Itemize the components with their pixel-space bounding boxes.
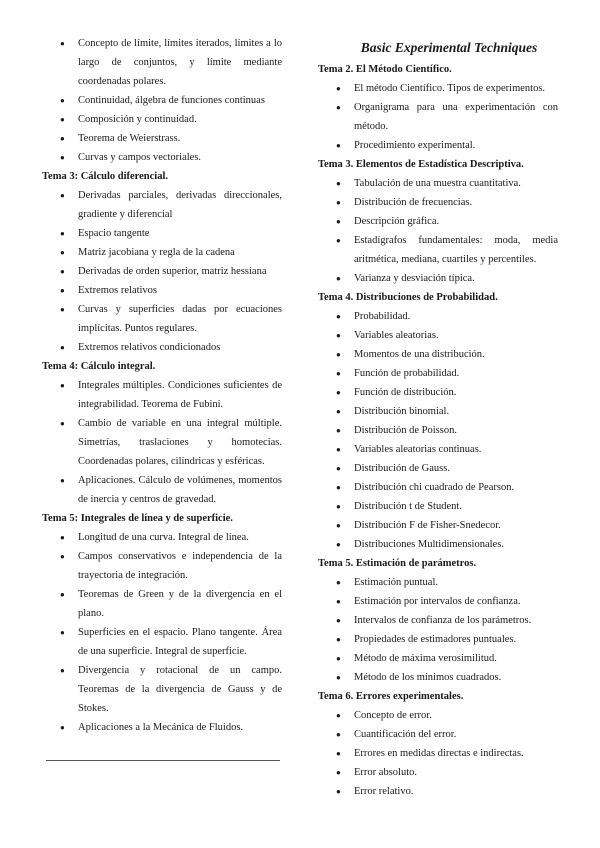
list-item-text: El método Científico. Tipos de experimentos.	[354, 83, 546, 94]
list-item-text: Propiedades de estimadores puntuales.	[354, 634, 517, 645]
list-item	[42, 262, 282, 281]
bullet-icon: ●	[336, 445, 341, 454]
bullet-icon: ●	[336, 84, 341, 93]
list-item-text: Distribución F de Fisher-Snedecor.	[354, 520, 501, 531]
list-item	[42, 243, 282, 262]
list-item-text: Derivadas de orden superior, matriz hessiana	[78, 266, 267, 277]
list-item	[42, 528, 282, 547]
bullet-icon: ●	[60, 134, 65, 143]
bullet-icon: ●	[60, 115, 65, 124]
list-item-text: Divergencia y rotacional de un campo. Teoremas de la divergencia de Gauss y de Stokes.	[78, 665, 282, 714]
list-item-text: Función de distribución.	[354, 387, 457, 398]
bullet-icon: ●	[336, 426, 341, 435]
list-item	[42, 661, 282, 718]
bullet-icon: ●	[336, 578, 341, 587]
bullet-icon: ●	[60, 286, 65, 295]
bullet-icon: ●	[336, 654, 341, 663]
list-item	[318, 98, 558, 136]
bullet-icon: ●	[60, 476, 65, 485]
list-item-text: Tabulación de una muestra cuantitativa.	[354, 178, 521, 189]
list-item	[42, 186, 282, 224]
list-item-text: Longitud de una curva. Integral de línea.	[78, 532, 249, 543]
list-item-text: Momentos de una distribución.	[354, 349, 485, 360]
list-item-text: Espacio tangente	[78, 228, 150, 239]
list-item-text: Error relativo.	[354, 786, 414, 797]
bullet-icon: ●	[60, 39, 65, 48]
list-item	[42, 718, 282, 737]
list-item	[318, 744, 558, 763]
section-title-tema4-probabilidad: Tema 4. Distribuciones de Probabilidad.	[318, 292, 498, 303]
tema5-list	[42, 528, 282, 737]
list-item-text: Organigrama para una experimentación con método.	[354, 102, 558, 132]
list-item	[318, 231, 558, 269]
bullet-icon: ●	[60, 96, 65, 105]
list-item	[42, 471, 282, 509]
list-item	[318, 516, 558, 535]
tema3-list	[42, 186, 282, 357]
bullet-icon: ●	[336, 369, 341, 378]
list-item	[318, 345, 558, 364]
bullet-icon: ●	[60, 153, 65, 162]
list-item-text: Superficies en el espacio. Plano tangente. Área de una superficie. Integral de superficie.	[78, 627, 282, 657]
list-item-text: Derivadas parciales, derivadas direccionales, gradiente y diferencial	[78, 190, 282, 220]
bullet-icon: ●	[60, 191, 65, 200]
list-item	[318, 592, 558, 611]
list-item-text: Concepto de límite, límites iterados, límites a lo largo de conjuntos, y límite mediante coordenadas polares.	[78, 38, 282, 87]
bullet-icon: ●	[336, 787, 341, 796]
bullet-icon: ●	[60, 552, 65, 561]
r-tema5-list	[318, 573, 558, 687]
list-item	[318, 326, 558, 345]
section-title-tema3-estadistica: Tema 3. Elementos de Estadística Descriptiva.	[318, 159, 524, 170]
list-item	[318, 573, 558, 592]
left-column	[42, 34, 282, 737]
section-title-tema6-errores: Tema 6. Errores experimentales.	[318, 691, 464, 702]
list-item	[42, 414, 282, 471]
list-item-text: Estimación puntual.	[354, 577, 438, 588]
list-item-text: Estadígrafos fundamentales: moda, media aritmética, mediana, cuartiles y percentiles.	[354, 235, 558, 265]
list-item	[318, 174, 558, 193]
list-item-text: Aplicaciones a la Mecánica de Fluidos.	[78, 722, 244, 733]
list-item-text: Distribución de Poisson.	[354, 425, 457, 436]
bullet-icon: ●	[336, 217, 341, 226]
bullet-icon: ●	[336, 274, 341, 283]
list-item	[42, 91, 282, 110]
bullet-icon: ●	[336, 179, 341, 188]
list-item-text: Cuantificación del error.	[354, 729, 457, 740]
bullet-icon: ●	[336, 711, 341, 720]
list-item	[42, 34, 282, 91]
list-item-text: Distribuciones Multidimensionales.	[354, 539, 504, 550]
section-title-tema5-integrales: Tema 5: Integrales de línea y de superficie.	[42, 513, 233, 524]
list-item	[318, 497, 558, 516]
bullet-icon: ●	[336, 502, 341, 511]
list-item	[318, 364, 558, 383]
bullet-icon: ●	[60, 248, 65, 257]
list-item-text: Composición y continuidad.	[78, 114, 197, 125]
bullet-icon: ●	[336, 616, 341, 625]
bullet-icon: ●	[336, 730, 341, 739]
list-item-text: Distribución chi cuadrado de Pearson.	[354, 482, 515, 493]
list-item	[318, 782, 558, 801]
list-item-text: Varianza y desviación típica.	[354, 273, 475, 284]
list-item	[318, 630, 558, 649]
r-tema3-list	[318, 174, 558, 288]
list-item	[42, 376, 282, 414]
bullet-icon: ●	[60, 267, 65, 276]
right-column	[318, 34, 558, 801]
list-item-text: Distribución de frecuencias.	[354, 197, 473, 208]
bullet-icon: ●	[60, 305, 65, 314]
intro-list	[42, 34, 282, 167]
list-item	[42, 547, 282, 585]
r-tema4-list	[318, 307, 558, 554]
bullet-icon: ●	[60, 590, 65, 599]
list-item	[318, 383, 558, 402]
bullet-icon: ●	[60, 628, 65, 637]
bullet-icon: ●	[336, 521, 341, 530]
list-item	[42, 224, 282, 243]
list-item	[318, 706, 558, 725]
list-item	[318, 478, 558, 497]
list-item-text: Cambio de variable en una integral múltiple. Simetrías, traslaciones y homotecias. Coordenadas polares, cilíndricas y esféricas.	[78, 418, 282, 467]
list-item-text: Teorema de Weierstrass.	[78, 133, 181, 144]
list-item-text: Método de máxima verosimilitud.	[354, 653, 497, 664]
bullet-icon: ●	[60, 533, 65, 542]
bullet-icon: ●	[336, 103, 341, 112]
list-item	[42, 129, 282, 148]
list-item-text: Distribución t de Student.	[354, 501, 462, 512]
list-item-text: Continuidad, álgebra de funciones continuas	[78, 95, 265, 106]
list-item	[42, 585, 282, 623]
list-item-text: Función de probabilidad.	[354, 368, 460, 379]
list-item	[318, 611, 558, 630]
bullet-icon: ●	[336, 312, 341, 321]
list-item	[318, 421, 558, 440]
list-item	[318, 440, 558, 459]
list-item-text: Distribución de Gauss.	[354, 463, 450, 474]
bullet-icon: ●	[336, 198, 341, 207]
bullet-icon: ●	[60, 723, 65, 732]
bullet-icon: ●	[336, 540, 341, 549]
bullet-icon: ●	[60, 229, 65, 238]
list-item-text: Curvas y superficies dadas por ecuaciones implícitas. Puntos regulares.	[78, 304, 282, 334]
list-item	[42, 300, 282, 338]
list-item-text: Matriz jacobiana y regla de la cadena	[78, 247, 235, 258]
bullet-icon: ●	[336, 331, 341, 340]
list-item	[42, 338, 282, 357]
list-item	[318, 535, 558, 554]
bullet-icon: ●	[336, 635, 341, 644]
list-item-text: Procedimiento experimental.	[354, 140, 476, 151]
list-item	[318, 402, 558, 421]
bullet-icon: ●	[336, 673, 341, 682]
list-item	[318, 725, 558, 744]
section-title-tema5-estimacion: Tema 5. Estimación de parámetros.	[318, 558, 477, 569]
list-item-text: Variables aleatorias.	[354, 330, 439, 341]
list-item-text: Método de los mínimos cuadrados.	[354, 672, 502, 683]
list-item-text: Campos conservativos e independencia de la trayectoria de integración.	[78, 551, 282, 581]
list-item	[318, 269, 558, 288]
r-tema2-list	[318, 79, 558, 155]
list-item	[42, 148, 282, 167]
bullet-icon: ●	[336, 388, 341, 397]
list-item	[318, 212, 558, 231]
section-title-tema4-calculo-integral: Tema 4: Cálculo integral.	[42, 361, 156, 372]
list-item	[318, 668, 558, 687]
list-item-text: Teoremas de Green y de la divergencia en el plano.	[78, 589, 282, 619]
list-item	[318, 459, 558, 478]
bullet-icon: ●	[60, 381, 65, 390]
bullet-icon: ●	[60, 343, 65, 352]
bullet-icon: ●	[336, 407, 341, 416]
list-item	[318, 763, 558, 782]
bullet-icon: ●	[336, 141, 341, 150]
bullet-icon: ●	[336, 236, 341, 245]
section-title-tema3-calculo-diferencial: Tema 3: Cálculo diferencial.	[42, 171, 168, 182]
list-item-text: Descripción gráfica.	[354, 216, 440, 227]
list-item-text: Concepto de error.	[354, 710, 432, 721]
list-item	[318, 193, 558, 212]
section-title-tema2-metodo-cientifico: Tema 2. El Método Científico.	[318, 64, 452, 75]
bullet-icon: ●	[336, 597, 341, 606]
list-item	[318, 307, 558, 326]
list-item-text: Extremos relativos	[78, 285, 158, 296]
list-item-text: Distribución binomial.	[354, 406, 450, 417]
list-item-text: Integrales múltiples. Condiciones suficientes de integrabilidad. Teorema de Fubini.	[78, 380, 282, 410]
course-heading: Basic Experimental Techniques	[360, 40, 538, 55]
bullet-icon: ●	[336, 464, 341, 473]
list-item-text: Extremos relativos condicionados	[78, 342, 221, 353]
list-item-text: Estimación por intervalos de confianza.	[354, 596, 521, 607]
list-item-text: Variables aleatorias continuas.	[354, 444, 482, 455]
bullet-icon: ●	[336, 749, 341, 758]
bullet-icon: ●	[60, 666, 65, 675]
bullet-icon: ●	[60, 419, 65, 428]
list-item	[42, 110, 282, 129]
list-item-text: Aplicaciones. Cálculo de volúmenes, momentos de inercia y centros de gravedad.	[78, 475, 282, 505]
bullet-icon: ●	[336, 350, 341, 359]
footnote-divider	[46, 760, 280, 761]
r-tema6-list	[318, 706, 558, 801]
list-item-text: Probabilidad.	[354, 311, 411, 322]
list-item	[318, 136, 558, 155]
tema4-list	[42, 376, 282, 509]
list-item	[318, 649, 558, 668]
list-item	[318, 79, 558, 98]
list-item	[42, 623, 282, 661]
list-item-text: Intervalos de confianza de los parámetros.	[354, 615, 532, 626]
list-item-text: Error absoluto.	[354, 767, 417, 778]
bullet-icon: ●	[336, 483, 341, 492]
list-item-text: Errores en medidas directas e indirectas.	[354, 748, 524, 759]
list-item	[42, 281, 282, 300]
bullet-icon: ●	[336, 768, 341, 777]
list-item-text: Curvas y campos vectoriales.	[78, 152, 202, 163]
